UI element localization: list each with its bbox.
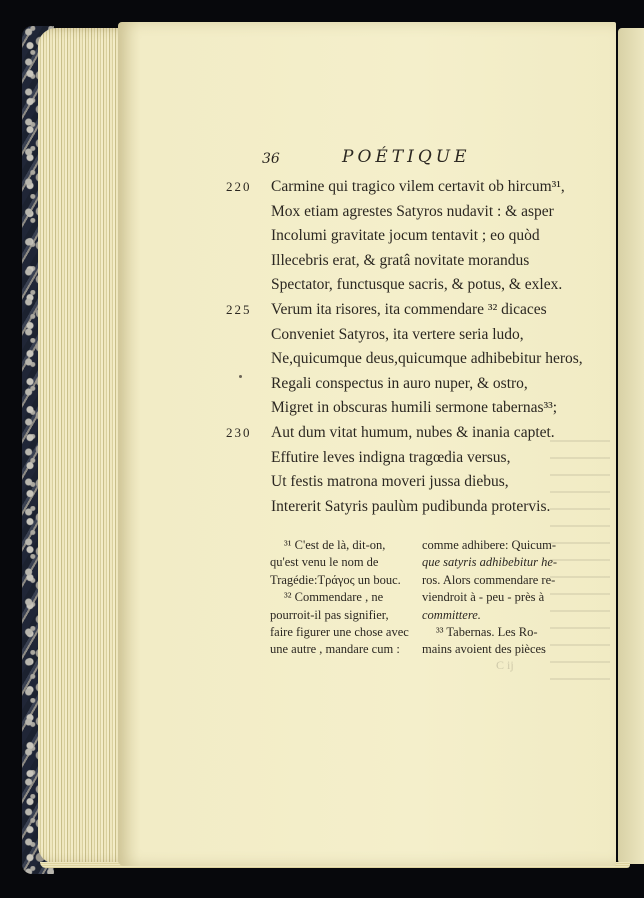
- verse-line: [226, 298, 596, 323]
- line-number: 225: [226, 301, 252, 317]
- footnote-line: qu'est venu le nom de: [270, 555, 379, 570]
- footnote-line: Tragédie:Τράγος un bouc.: [270, 572, 401, 587]
- verse-line: [226, 396, 596, 421]
- verse-text: Aut dum vitat humum, nubes & inania captet.: [271, 423, 555, 441]
- verse-line: [226, 224, 596, 249]
- verse-text: Illecebris erat, & gratâ novitate morandus: [271, 251, 530, 269]
- footnote-line: mains avoient des pièces: [422, 642, 546, 657]
- footnote-line: committere.: [422, 607, 481, 622]
- verse-text: Intererit Satyris paulùm pudibunda protervis.: [271, 497, 551, 515]
- footnote-column-left: [270, 537, 412, 659]
- verse-text: Mox etiam agrestes Satyros nudavit : & asper: [271, 202, 554, 220]
- footnote-line: ros. Alors commendare re-: [422, 572, 556, 587]
- footnote-line: ³² Commendare , ne: [284, 590, 384, 605]
- footnote-line: ³¹ C'est de là, dit-on,: [284, 538, 386, 552]
- verse-text: Conveniet Satyros, ita vertere seria ludo,: [271, 325, 524, 343]
- verse-text: Verum ita risores, ita commendare ³² dicaces: [271, 300, 547, 318]
- verse-line: [226, 470, 596, 495]
- verse-text: Ut festis matrona moveri jussa diebus,: [271, 473, 509, 491]
- running-head: [262, 147, 502, 171]
- facing-page-edge: [618, 28, 644, 864]
- page-number: 36: [262, 151, 280, 167]
- running-title: POÉTIQUE: [342, 147, 471, 167]
- footnote-line: ³³ Tabernas. Les Ro-: [436, 624, 538, 639]
- line-number: 220: [226, 179, 252, 194]
- verse-text: Incolumi gravitate jocum tentavit ; eo quòd: [271, 227, 540, 245]
- verse-line: [226, 323, 596, 348]
- verse-text: Effutire leves indigna tragœdia versus,: [271, 448, 511, 466]
- verse-text: Regali conspectus in auro nuper, & ostro,: [271, 374, 528, 392]
- verse-line: [226, 175, 596, 200]
- signature-mark: C ij: [496, 658, 514, 672]
- line-number: 230: [226, 424, 252, 440]
- verse-block: [226, 175, 596, 519]
- verse-line: [226, 495, 596, 520]
- footnote-line: pourroit-il pas signifier,: [270, 607, 389, 622]
- verse-line: [226, 249, 596, 274]
- footnote-line: faire figurer une chose avec: [270, 624, 409, 639]
- verse-line: [226, 372, 596, 397]
- footnote-column-right: [422, 537, 564, 659]
- verse-text: Ne,quicumque deus,quicumque adhibebitur heros,: [271, 350, 583, 368]
- verse-text: Carmine qui tragico vilem certavit ob hircum³¹,: [271, 178, 565, 195]
- footnote-line: comme adhibere: Quicum-: [422, 538, 556, 552]
- footnote-line: que satyris adhibebitur he-: [422, 555, 558, 570]
- verse-text: Migret in obscuras humili sermone tabernas³³;: [271, 399, 558, 417]
- verse-line: [226, 446, 596, 471]
- verse-line: [226, 273, 596, 298]
- footnote-line: viendroit à - peu - près à: [422, 590, 545, 605]
- verse-line: [226, 200, 596, 225]
- verse-text: Spectator, functusque sacris, & potus, & exlex.: [271, 276, 563, 294]
- footnote-line: une autre , mandare cum :: [270, 642, 400, 657]
- verse-line: [226, 421, 596, 446]
- verse-line: [226, 347, 596, 372]
